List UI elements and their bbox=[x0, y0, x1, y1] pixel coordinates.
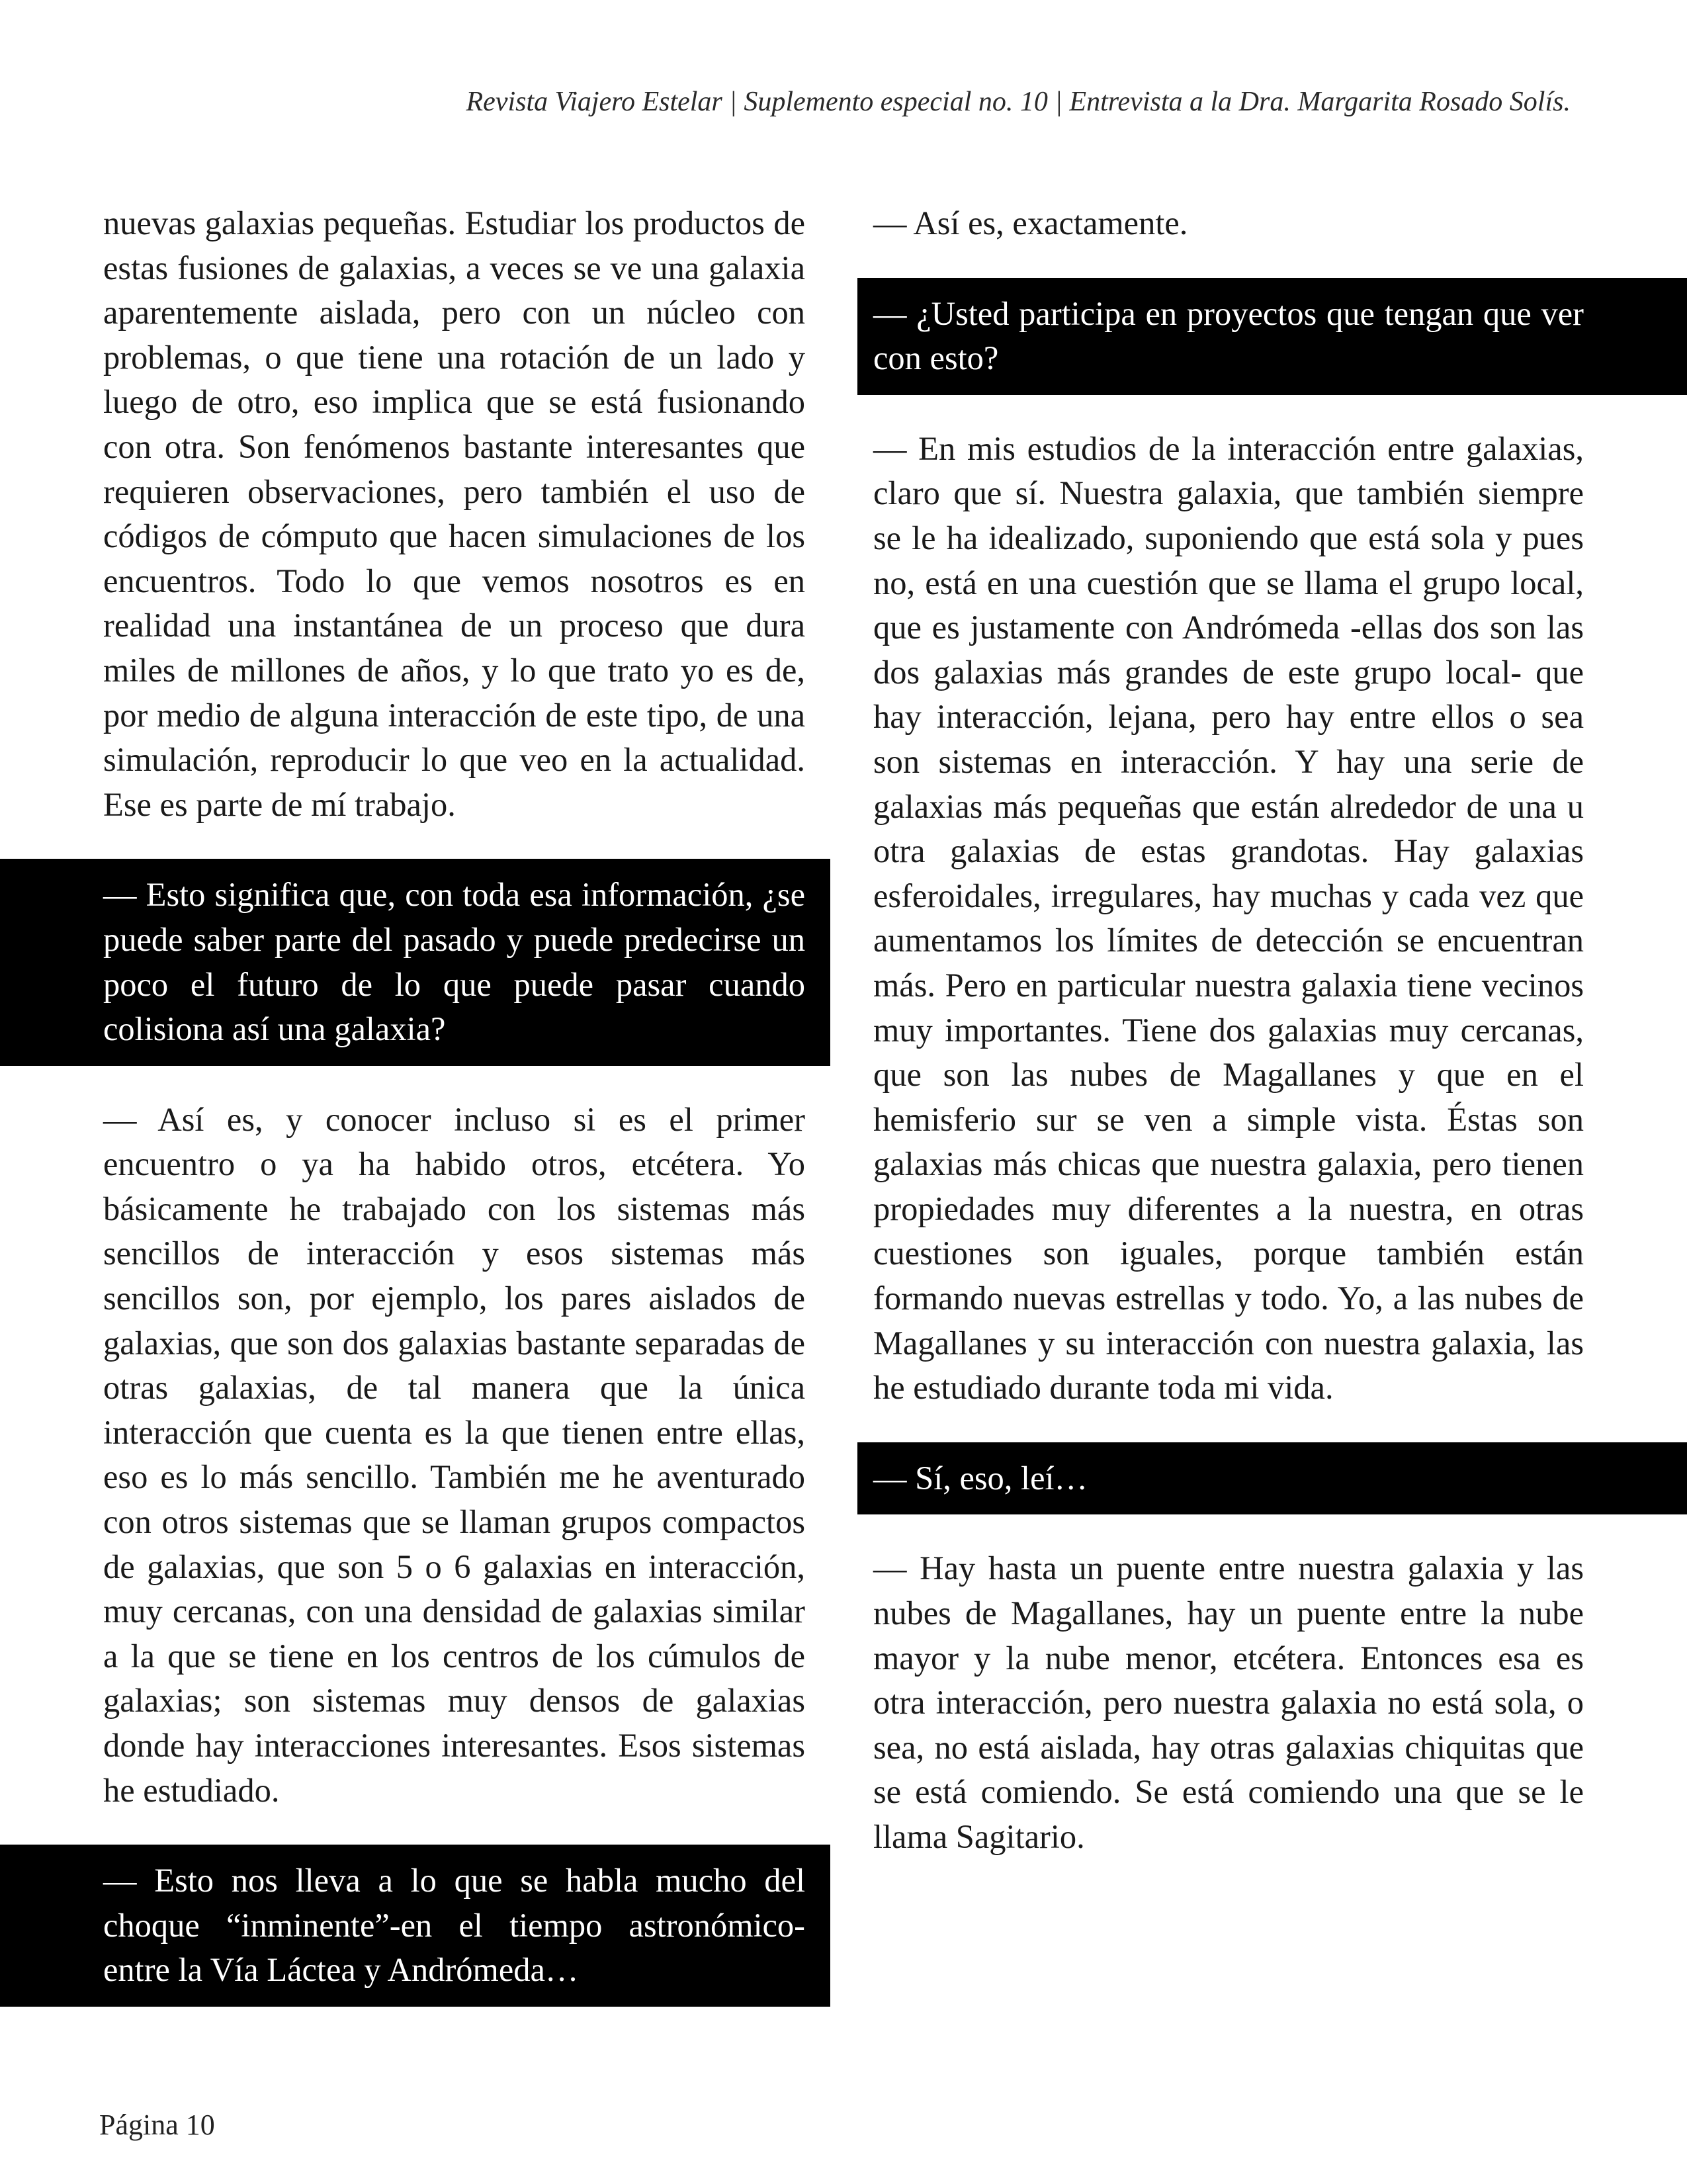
interviewer-question: — Esto nos lleva a lo que se habla mucho del choque “inminente”-en el tiempo astronómico- entre la Vía Láctea y Andrómeda… bbox=[0, 1845, 830, 2007]
interviewer-question: — Esto significa que, con toda esa información, ¿se puede saber parte del pasado y puede predecirse un poco el futuro de lo que puede pasar cuando colisiona así una galaxia? bbox=[0, 859, 830, 1065]
answer-paragraph: — En mis estudios de la interacción entre galaxias, claro que sí. Nuestra galaxia, que también siempre se le ha idealizado, suponiendo que está sola y pues no, está en una cuestión que se llama el grupo local, que es justamente con Andrómeda -ellas dos son las dos galaxias más grandes de este grupo local- que hay interacción, lejana, pero hay entre ellos o sea son sistemas en interacción. Y hay una serie de galaxias más pequeñas que están alrededor de una u otra galaxias de estas grandotas. Hay galaxias esferoidales, irregulares, hay muchas y cada vez que aumentamos los límites de detección se encuentran más. Pero en particular nuestra galaxia tiene vecinos muy importantes. Tiene dos galaxias muy cercanas, que son las nubes de Magallanes y que en el hemisferio sur se ven a simple vista. Éstas son galaxias más chicas que nuestra galaxia, pero tienen propiedades muy diferentes a la nuestra, en otras cuestiones son iguales, porque también están formando nuevas estrellas y todo. Yo, a las nubes de Magallanes y su interacción con nuestra galaxia, las he estudiado durante toda mi vida. bbox=[873, 429, 1584, 1407]
running-header: Revista Viajero Estelar | Suplemento especial no. 10 | Entrevista a la Dra. Margarita Rosado Solís. bbox=[466, 87, 1571, 117]
answer-paragraph: — Así es, y conocer incluso si es el primer encuentro o ya ha habido otros, etcétera. Yo básicamente he trabajado con los sistemas más sencillos de interacción y esos sistemas más sencillos son, por ejemplo, los pares aislados de galaxias, que son dos galaxias bastante separadas de otras galaxias, de tal manera que la única interacción que cuenta es la que tienen entre ellas, eso es lo más sencillo. También me he aventurado con otros sistemas que se llaman grupos compactos de galaxias, que son 5 o 6 galaxias en interacción, muy cercanas, con una densidad de galaxias similar a la que se tiene en los centros de los cúmulos de galaxias; son sistemas muy densos de galaxias donde hay interacciones interesantes. Esos sistemas he estudiado. bbox=[103, 1100, 805, 1809]
page-number: Página 10 bbox=[99, 2109, 215, 2141]
answer-paragraph: — Hay hasta un puente entre nuestra galaxia y las nubes de Magallanes, hay un puente entre la nube mayor y la nube menor, etcétera. Entonces esa es otra interacción, pero nuestra galaxia no está sola, o sea, no está aislada, hay otras galaxias chiquitas que se está comiendo. Se está comiendo una que se le llama Sagitario. bbox=[873, 1550, 1584, 1855]
interviewer-question: — ¿Usted participa en proyectos que tengan que ver con esto? bbox=[857, 278, 1687, 395]
answer-paragraph: nuevas galaxias pequeñas. Estudiar los productos de estas fusiones de galaxias, a veces se ve una galaxia aparentemente aislada, pero con un núcleo con problemas, o que tiene una rotación de un lado y luego de otro, eso implica que se está fusionando con otra. Son fenómenos bastante interesantes que requieren observaciones, pero también el uso de códigos de cómputo que hacen simulaciones de los encuentros. Todo lo que vemos nosotros es en realidad una instantánea de un proceso que dura miles de millones de años, y lo que trato yo es de, por medio de alguna interacción de este tipo, de una simulación, reproducir lo que veo en la actualidad. Ese es parte de mí trabajo. bbox=[103, 204, 805, 823]
interviewer-question: — Sí, eso, leí… bbox=[857, 1442, 1687, 1515]
right-column bbox=[857, 201, 1687, 1860]
left-column bbox=[0, 201, 830, 2007]
answer-paragraph: — Así es, exactamente. bbox=[873, 204, 1188, 241]
